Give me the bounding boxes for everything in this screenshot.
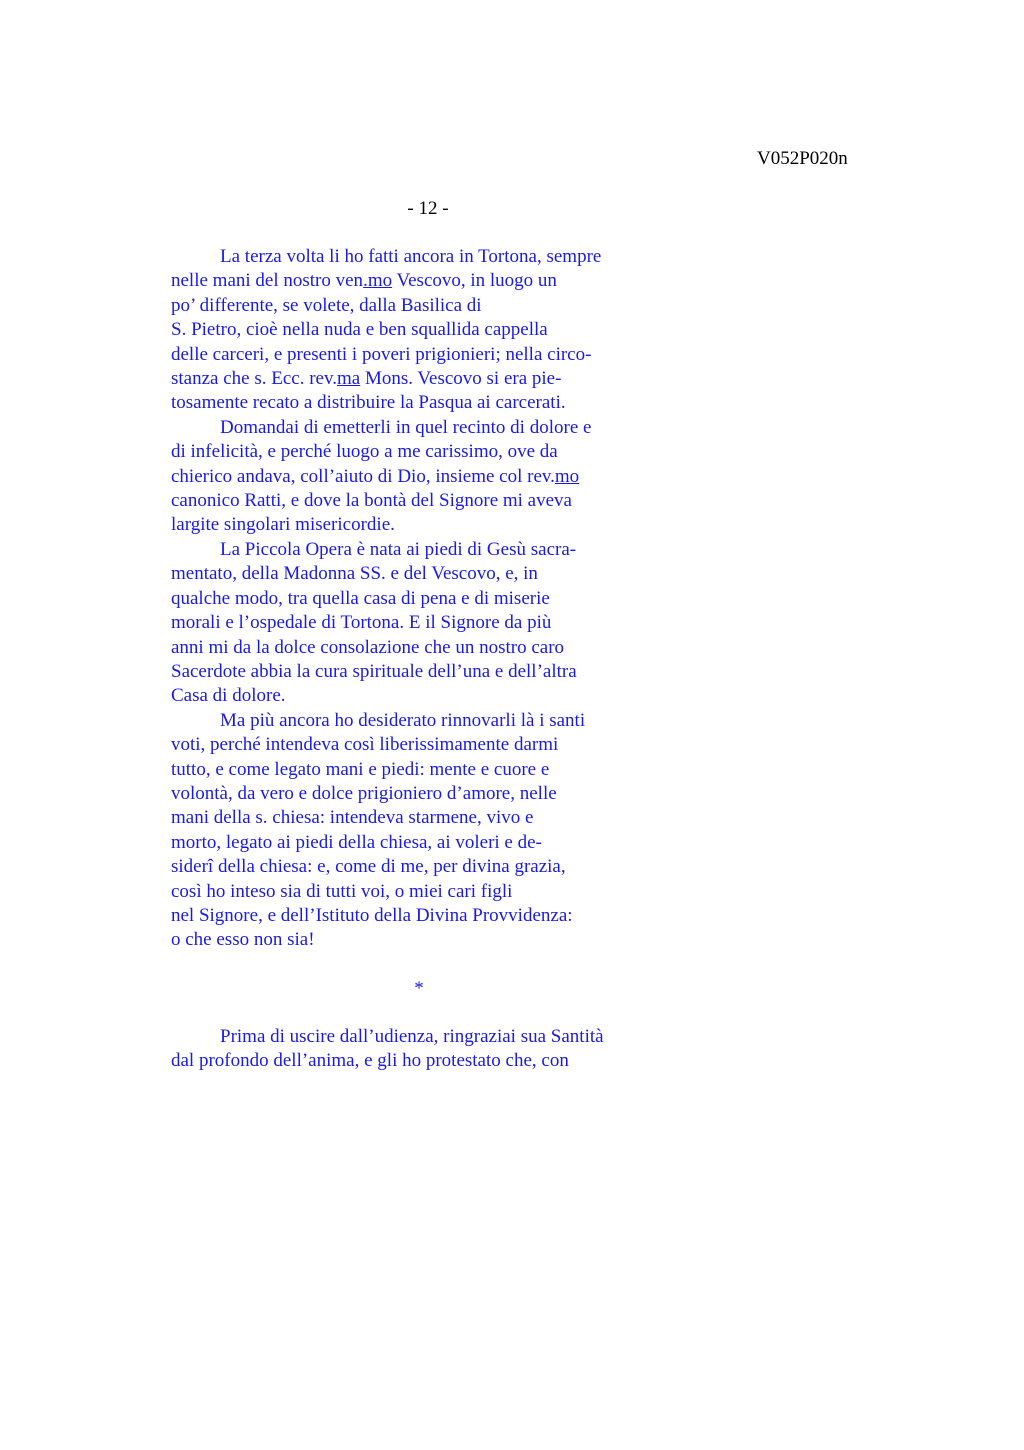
text-line (171, 343, 651, 367)
document-body (171, 245, 651, 1074)
text-segment: chierico andava, coll’aiuto di Dio, insieme col rev. (171, 465, 555, 487)
section-separator: * (414, 977, 424, 999)
underlined-abbreviation: mo (554, 465, 580, 487)
text-segment: dal profondo dell’anima, e gli ho protestato che, con (171, 1050, 569, 1072)
paragraph-list (171, 245, 651, 953)
text-line (171, 782, 651, 806)
text-line (171, 587, 651, 611)
text-line (171, 562, 651, 586)
text-segment: nelle mani del nostro ven (171, 270, 364, 292)
text-segment: siderî della chiesa: e, come di me, per divina grazia, (171, 856, 566, 878)
text-line (171, 831, 651, 855)
text-segment: di infelicità, e perché luogo a me carissimo, ove da (171, 441, 558, 463)
text-line (171, 1049, 651, 1073)
text-line (171, 611, 651, 635)
underlined-abbreviation: ma (336, 368, 361, 390)
paragraph (171, 709, 651, 953)
paragraph (171, 245, 651, 416)
text-line (171, 318, 651, 342)
text-segment: Prima di uscire dall’udienza, ringraziai sua Santità (220, 1025, 604, 1047)
text-line (171, 440, 651, 464)
text-segment: Sacerdote abbia la cura spirituale dell’una e dell’altra (171, 660, 577, 682)
text-segment: voti, perché intendeva così liberissimamente darmi (171, 734, 559, 756)
text-segment: qualche modo, tra quella casa di pena e di miserie (171, 587, 550, 609)
text-segment: largite singolari misericordie. (171, 514, 395, 536)
document-id: V052P020n (757, 148, 848, 169)
text-line (171, 733, 651, 757)
text-line (171, 269, 651, 293)
text-line (171, 416, 651, 440)
text-line (171, 684, 651, 708)
text-segment: Mons. Vescovo si era pie- (360, 368, 562, 390)
text-segment: morto, legato ai piedi della chiesa, ai voleri e de- (171, 831, 542, 853)
text-line (171, 758, 651, 782)
page-number: - 12 - (407, 198, 449, 219)
text-line (171, 245, 651, 269)
text-segment: S. Pietro, cioè nella nuda e ben squallida cappella (171, 319, 548, 341)
text-segment: tosamente recato a distribuire la Pasqua ai carcerati. (171, 392, 566, 414)
text-line (171, 660, 651, 684)
text-line (171, 806, 651, 830)
text-segment: tutto, e come legato mani e piedi: mente e cuore e (171, 758, 550, 780)
text-line (171, 880, 651, 904)
underlined-abbreviation: .mo (363, 270, 393, 292)
text-line (171, 904, 651, 928)
paragraph (171, 416, 651, 538)
text-segment: La Piccola Opera è nata ai piedi di Gesù sacra- (220, 538, 577, 560)
text-line (171, 367, 651, 391)
text-line (171, 391, 651, 415)
text-segment: Ma più ancora ho desiderato rinnovarli là i santi (220, 709, 586, 731)
text-line (171, 538, 651, 562)
text-segment: La terza volta li ho fatti ancora in Tortona, sempre (220, 246, 602, 267)
text-segment: Casa di dolore. (171, 685, 286, 707)
text-line (171, 294, 651, 318)
text-line (171, 636, 651, 660)
text-segment: Vescovo, in luogo un (392, 270, 557, 292)
text-segment: morali e l’ospedale di Tortona. E il Signore da più (171, 612, 552, 634)
text-segment: canonico Ratti, e dove la bontà del Signore mi aveva (171, 490, 572, 512)
text-segment: anni mi da la dolce consolazione che un nostro caro (171, 636, 565, 658)
text-segment: po’ differente, se volete, dalla Basilica di (171, 294, 482, 316)
text-line (171, 465, 651, 489)
paragraph (171, 1025, 651, 1074)
text-segment: mani della s. chiesa: intendeva starmene, vivo e (171, 807, 534, 829)
text-segment: volontà, da vero e dolce prigioniero d’amore, nelle (171, 782, 557, 804)
text-segment: mentato, della Madonna SS. e del Vescovo, e, in (171, 563, 538, 585)
closing-paragraph (171, 1025, 651, 1074)
text-line (171, 928, 651, 952)
text-line (171, 855, 651, 879)
text-segment: Domandai di emetterli in quel recinto di dolore e (220, 416, 592, 438)
text-line (171, 489, 651, 513)
text-line (171, 1025, 651, 1049)
text-line (171, 513, 651, 537)
text-segment: così ho inteso sia di tutti voi, o miei cari figli (171, 880, 513, 902)
text-segment: o che esso non sia! (171, 929, 315, 951)
text-line (171, 709, 651, 733)
paragraph (171, 538, 651, 709)
text-segment: nel Signore, e dell’Istituto della Divina Provvidenza: (171, 904, 573, 926)
text-segment: stanza che s. Ecc. rev. (171, 368, 337, 390)
text-segment: delle carceri, e presenti i poveri prigionieri; nella circo- (171, 343, 592, 365)
